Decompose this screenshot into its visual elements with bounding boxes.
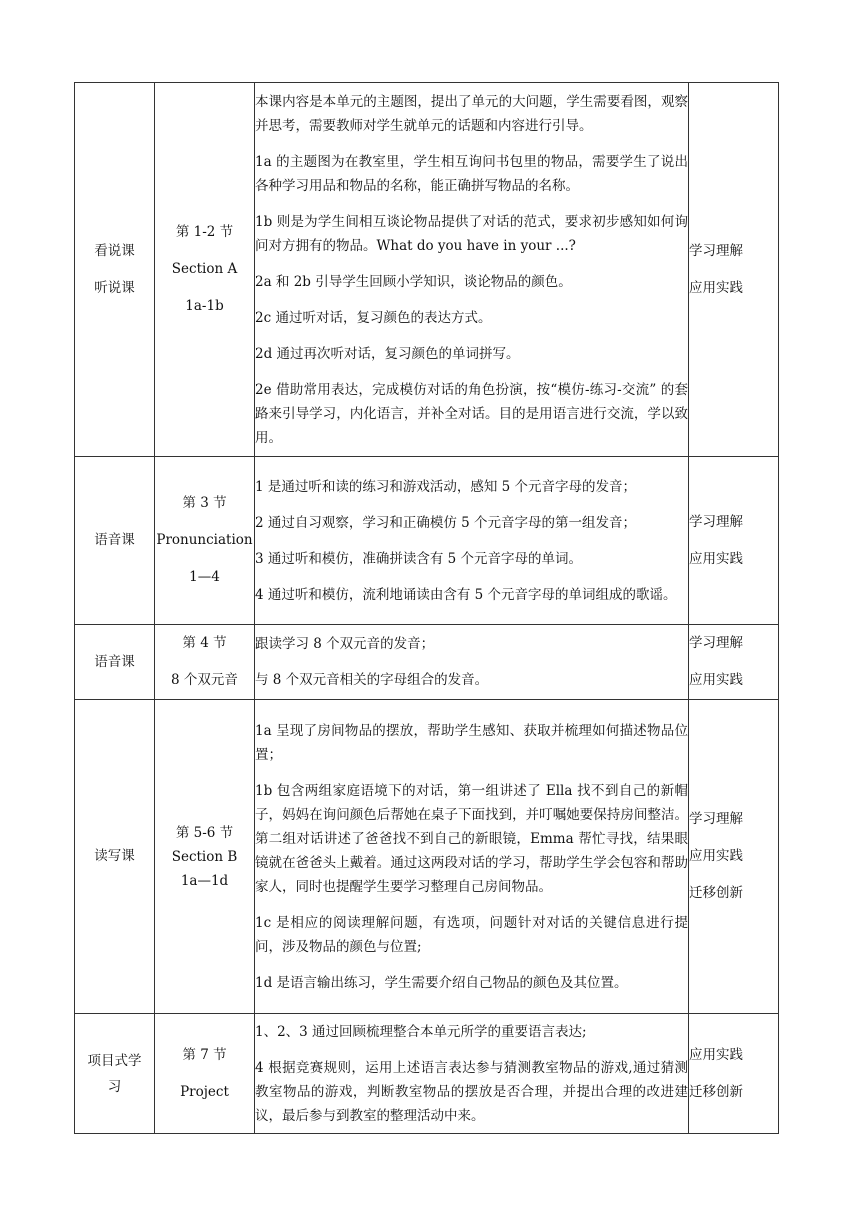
learning-goal: 应用实践 xyxy=(689,672,743,688)
lesson-range: 1—4 xyxy=(189,569,220,585)
lesson-section: Section A xyxy=(171,261,238,277)
learning-goal-cell xyxy=(689,625,779,700)
learning-goal-cell xyxy=(689,700,779,1014)
lesson-content-cell xyxy=(255,457,689,625)
learning-goal: 学习理解 xyxy=(689,811,743,827)
lesson-number: 第 1-2 节 xyxy=(175,224,234,240)
learning-goal-cell xyxy=(689,1014,779,1134)
lesson-type: 项目式学 xyxy=(87,1052,142,1069)
table-row xyxy=(75,625,779,700)
lesson-range: 1a-1b xyxy=(185,298,224,314)
table-row xyxy=(75,1014,779,1134)
lesson-type-cell xyxy=(75,625,155,700)
lesson-number: 第 5-6 节 xyxy=(175,824,234,841)
content-paragraph: 2 通过自习观察，学习和正确模仿 5 个元音字母的第一组发音； xyxy=(255,514,637,531)
learning-goal-cell xyxy=(689,457,779,625)
content-paragraph: 跟读学习 8 个双元音的发音； xyxy=(255,636,435,652)
lesson-type-cell xyxy=(75,1014,155,1134)
lesson-number-cell xyxy=(155,457,255,625)
content-paragraph: 1 是通过听和读的练习和游戏活动，感知 5 个元音字母的发音； xyxy=(255,478,637,495)
lesson-content-cell xyxy=(255,700,689,1014)
lesson-range: 1a—1d xyxy=(180,872,229,889)
learning-goal: 学习理解 xyxy=(689,242,743,259)
learning-goal: 应用实践 xyxy=(689,848,743,864)
content-paragraph: 本课内容是本单元的主题图，提出了单元的大问题，学生需要看图，观察并思考，需要教师对学生就单元的话题和内容进行引导。 xyxy=(255,93,688,134)
learning-goal: 应用实践 xyxy=(689,550,743,567)
table-row xyxy=(75,83,779,457)
lesson-number-cell xyxy=(155,700,255,1014)
lesson-type-cell xyxy=(75,700,155,1014)
lesson-type: 看说课 xyxy=(94,242,135,259)
lesson-number-cell xyxy=(155,625,255,700)
lesson-type: 语音课 xyxy=(94,532,135,548)
content-paragraph: 2a 和 2b 引导学生回顾小学知识，谈论物品的颜色。 xyxy=(255,273,572,290)
learning-goal: 迁移创新 xyxy=(689,1083,743,1100)
content-paragraph: 1a 的主题图为在教室里，学生相互询问书包里的物品，需要学生了说出各种学习用品和物品的名称，能正确拼写物品的名称。 xyxy=(255,153,688,194)
content-paragraph: 4 根据竞赛规则，运用上述语言表达参与猜测教室物品的游戏,通过猜测教室物品的游戏，判断教室物品的摆放是否合理，并提出合理的改进建议，最后参与到教室的整理活动中来。 xyxy=(255,1059,688,1124)
lesson-number-cell xyxy=(155,83,255,457)
learning-goal-cell xyxy=(689,83,779,457)
lesson-content-cell xyxy=(255,83,689,457)
lesson-type: 听说课 xyxy=(94,279,135,296)
lesson-type-cell xyxy=(75,83,155,457)
lesson-number: 第 7 节 xyxy=(182,1046,227,1063)
content-paragraph: 与 8 个双元音相关的字母组合的发音。 xyxy=(255,672,489,688)
lesson-type: 语音课 xyxy=(94,653,135,670)
lesson-section: 8 个双元音 xyxy=(171,672,238,688)
content-paragraph: 2d 通过再次听对话，复习颜色的单词拼写。 xyxy=(255,345,520,362)
content-paragraph: 1c 是相应的阅读理解问题，有选项，问题针对对话的关键信息进行提问，涉及物品的颜色与位置; xyxy=(255,914,688,955)
learning-goal: 迁移创新 xyxy=(689,885,743,901)
lesson-plan-table xyxy=(74,82,779,1134)
table-row xyxy=(75,700,779,1014)
lesson-number: 第 3 节 xyxy=(182,495,227,511)
lesson-type: 习 xyxy=(107,1078,122,1095)
content-paragraph: 1b 包含两组家庭语境下的对话，第一组讲述了 Ella 找不到自己的新帽子，妈妈在询问颜色后帮她在桌子下面找到，并叮嘱她要保持房间整洁。第二组对话讲述了爸爸找不到自己的新眼镜，Emma 帮忙寻找，结果眼镜就在爸爸头上戴着。通过这两段对话的学习，帮助学生学会包容和帮助家人，同时也提醒学生要学习整理自己房间物品。 xyxy=(255,782,688,895)
table-row xyxy=(75,457,779,625)
lesson-content-cell xyxy=(255,625,689,700)
content-paragraph: 1b 则是为学生间相互谈论物品提供了对话的范式，要求初步感知如何询问对方拥有的物品。What do you have in your ...? xyxy=(255,213,688,254)
content-paragraph: 1、2、3 通过回顾梳理整合本单元所学的重要语言表达; xyxy=(255,1023,587,1040)
content-paragraph: 4 通过听和模仿，流利地诵读由含有 5 个元音字母的单词组成的歌谣。 xyxy=(255,586,677,603)
lesson-type: 读写课 xyxy=(94,848,135,864)
content-paragraph: 1d 是语言输出练习，学生需要介绍自己物品的颜色及其位置。 xyxy=(255,974,628,991)
content-paragraph: 2e 借助常用表达，完成模仿对话的角色扮演，按“模仿-练习-交流” 的套路来引导学习，内化语言，并补全对话。目的是用语言进行交流，学以致用。 xyxy=(255,381,688,446)
learning-goal: 学习理解 xyxy=(689,635,743,651)
content-paragraph: 1a 呈现了房间物品的摆放，帮助学生感知、获取并梳理如何描述物品位置； xyxy=(255,722,688,763)
content-paragraph: 2c 通过听对话，复习颜色的表达方式。 xyxy=(255,309,492,326)
content-paragraph: 3 通过听和模仿，准确拼读含有 5 个元音字母的单词。 xyxy=(255,550,583,567)
lesson-number-cell xyxy=(155,1014,255,1134)
lesson-section: Section B xyxy=(171,848,238,865)
lesson-section: Pronunciation xyxy=(156,532,253,548)
lesson-content-cell xyxy=(255,1014,689,1134)
learning-goal: 学习理解 xyxy=(689,513,743,530)
lesson-section: Project xyxy=(180,1083,229,1100)
learning-goal: 应用实践 xyxy=(689,279,743,296)
lesson-type-cell xyxy=(75,457,155,625)
lesson-number: 第 4 节 xyxy=(182,635,227,651)
learning-goal: 应用实践 xyxy=(689,1046,743,1063)
